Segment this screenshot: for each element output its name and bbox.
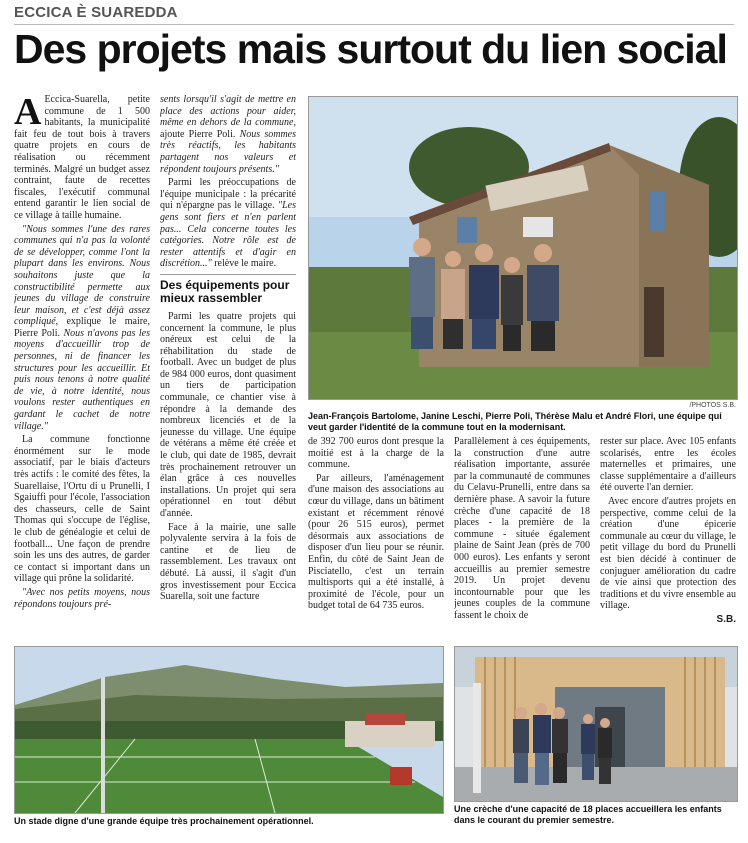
creche-caption: Une crèche d'une capacité de 18 places accueillera les enfants dans le courant du premier semestre. bbox=[454, 804, 722, 825]
article-column-1 bbox=[14, 94, 150, 640]
paragraph: Parmi les préoccupations de l'équipe municipale : la précarité qui n'épargne pas le village. "Les gens sont fiers et n'en parlent pas... Cela concerne toutes les catégories. Notre rôle est de rester attentifs et d'agir en discrétion..." relève le maire. bbox=[160, 177, 296, 270]
subheading: Des équipements pour mieux rassembler bbox=[160, 274, 296, 305]
photo-credit: /PHOTOS S.B. bbox=[689, 402, 736, 409]
main-photo bbox=[308, 96, 738, 400]
maire-quote: "Nous sommes l'une des rares communes qui n'a pas la volonté de se développer, comme l'ont la plupart dans les environs. Nous souhaitons juste que la constructibilité permette aux jeunes du village de construire leur maison, et c'est déjà assez compliqué, explique le maire, Pierre Poli. Nous n'avons pas les moyens d'accueillir trop de personnes, ni de financer les structures pour les accueillir. Et puis nous tenons à notre qualité de vie, à notre identité, nous voulons rester authentiques en gardant le cachet de notre village." bbox=[14, 223, 150, 432]
article-column-4 bbox=[454, 436, 590, 636]
caption-text: Jean-François Bartolome, Janine Leschi, Pierre Poli, Thérèse Malu et André Flori, une équipe qui veut garder l'identité de la commune tout en la modernisant. bbox=[308, 411, 722, 432]
paragraph: Par ailleurs, l'aménagement d'une maison des associations au cœur du village, dans un bâtiment existant et récemment rénové (pour 26 515 euros), permet désormais aux associations de disposer d'un lieu pour se réunir. Enfin, du côté de Saint Jean de Pisciatello, c'est un terrain multisports qui a été installé, à proximité de l'école, pour un budget total de 64 735 euros. bbox=[308, 472, 444, 612]
paragraph: Avec encore d'autres projets en perspective, comme celui de la création d'une épicerie communale au cœur du village, le petit village du bord du Prunelli est bien décidé à continuer de conjuguer amélioration du cadre de vie ainsi que protection des traditions et du vivre ensemble au village. bbox=[600, 495, 736, 612]
paragraph: La commune fonctionne énormément sur le mode associatif, par le biais d'acteurs très actifs : le comité des fêtes, la Suarellaise, l'Ortu di u Prunelli, I Sgaiuffi pour l'école, l'association des chasseurs, celle de Saint Thomas qui s'occupe de l'église, le club de généalogie et celui de football... Une façon de prendre soin les uns des autres, de garder ce contact si important dans un village qui prône la solidarité. bbox=[14, 434, 150, 585]
main-photo-caption bbox=[308, 400, 736, 433]
drop-cap: A bbox=[14, 94, 42, 133]
article-column-3 bbox=[308, 436, 444, 636]
author-signature: S.B. bbox=[716, 613, 736, 625]
article-column-5 bbox=[600, 436, 736, 636]
article-column-2 bbox=[160, 94, 296, 640]
creche-illustration bbox=[455, 647, 737, 801]
paragraph: "Avec nos petits moyens, nous répondons toujours pré- bbox=[14, 586, 150, 610]
paragraph: Parmi les quatre projets qui concernent la commune, le plus onéreux est celui de la réhabilitation du stade de football. Avec un budget de plus de 984 000 euros, dont quasiment un tiers de participation communale, ce chantier vise à répondre à la demande des nombreux licenciés et de la jeunesse du village. Une équipe de vétérans a même été créée et le club, qui date de 1985, devrait très prochainement retrouver un élan grâce à ces nouvelles installations. Un projet qui sera opérationnel en tout début d'année. bbox=[160, 310, 296, 519]
article-headline: Des projets mais surtout du lien social bbox=[14, 26, 727, 72]
creche-photo bbox=[454, 646, 738, 802]
stadium-caption: Un stade digne d'une grande équipe très prochainement opérationnel. bbox=[14, 816, 314, 826]
stadium-illustration bbox=[15, 647, 443, 813]
paragraph: sents lorsqu'il s'agit de mettre en place des actions pour aider, même en dehors de la commune, ajoute Pierre Poli. Nous sommes très réactifs, les habitants partagent nos valeurs et répondent toujours présents." bbox=[160, 94, 296, 175]
paragraph: Face à la mairie, une salle polyvalente servira à la fois de cantine et de lieu de rassemblement. Les travaux ont débuté. Là aussi, il s'agit d'un gros investissement pour Eccica Suarella, soit une facture bbox=[160, 521, 296, 603]
main-photo-illustration bbox=[309, 97, 737, 399]
section-kicker: ECCICA È SUAREDDA bbox=[14, 4, 734, 25]
lead-paragraph: A Eccica-Suarella, petite commune de 1 500 habitants, la municipalité fait feu de tout bois à travers quatre projets en cours de réalisation ou récemment terminés. Malgré un budget assez contraint, faute de recettes fiscales, l'exécutif communal entend garantir le lien social de ce village à taille humaine. bbox=[14, 94, 150, 221]
paragraph: de 392 700 euros dont presque la moitié est à la charge de la commune. bbox=[308, 436, 444, 471]
stadium-photo bbox=[14, 646, 444, 814]
paragraph: Parallèlement à ces équipements, la construction d'une autre réalisation importante, assurée par la communauté de communes du Celavu-Prunelli, entre dans sa dernière phase. A savoir la future crèche d'une capacité de 18 places - la première de la commune - située également plaine de Saint Jean (près de 700 000 euros). Les enfants y seront accueillis au premier semestre 2019. Un projet devenu incontournable pour que les jeunes couples de la commune fassent le choix de bbox=[454, 436, 590, 621]
paragraph: rester sur place. Avec 105 enfants scolarisés, entre les écoles maternelles et primaires, une classe supplémentaire a d'ailleurs été ouverte l'an dernier. bbox=[600, 436, 736, 494]
